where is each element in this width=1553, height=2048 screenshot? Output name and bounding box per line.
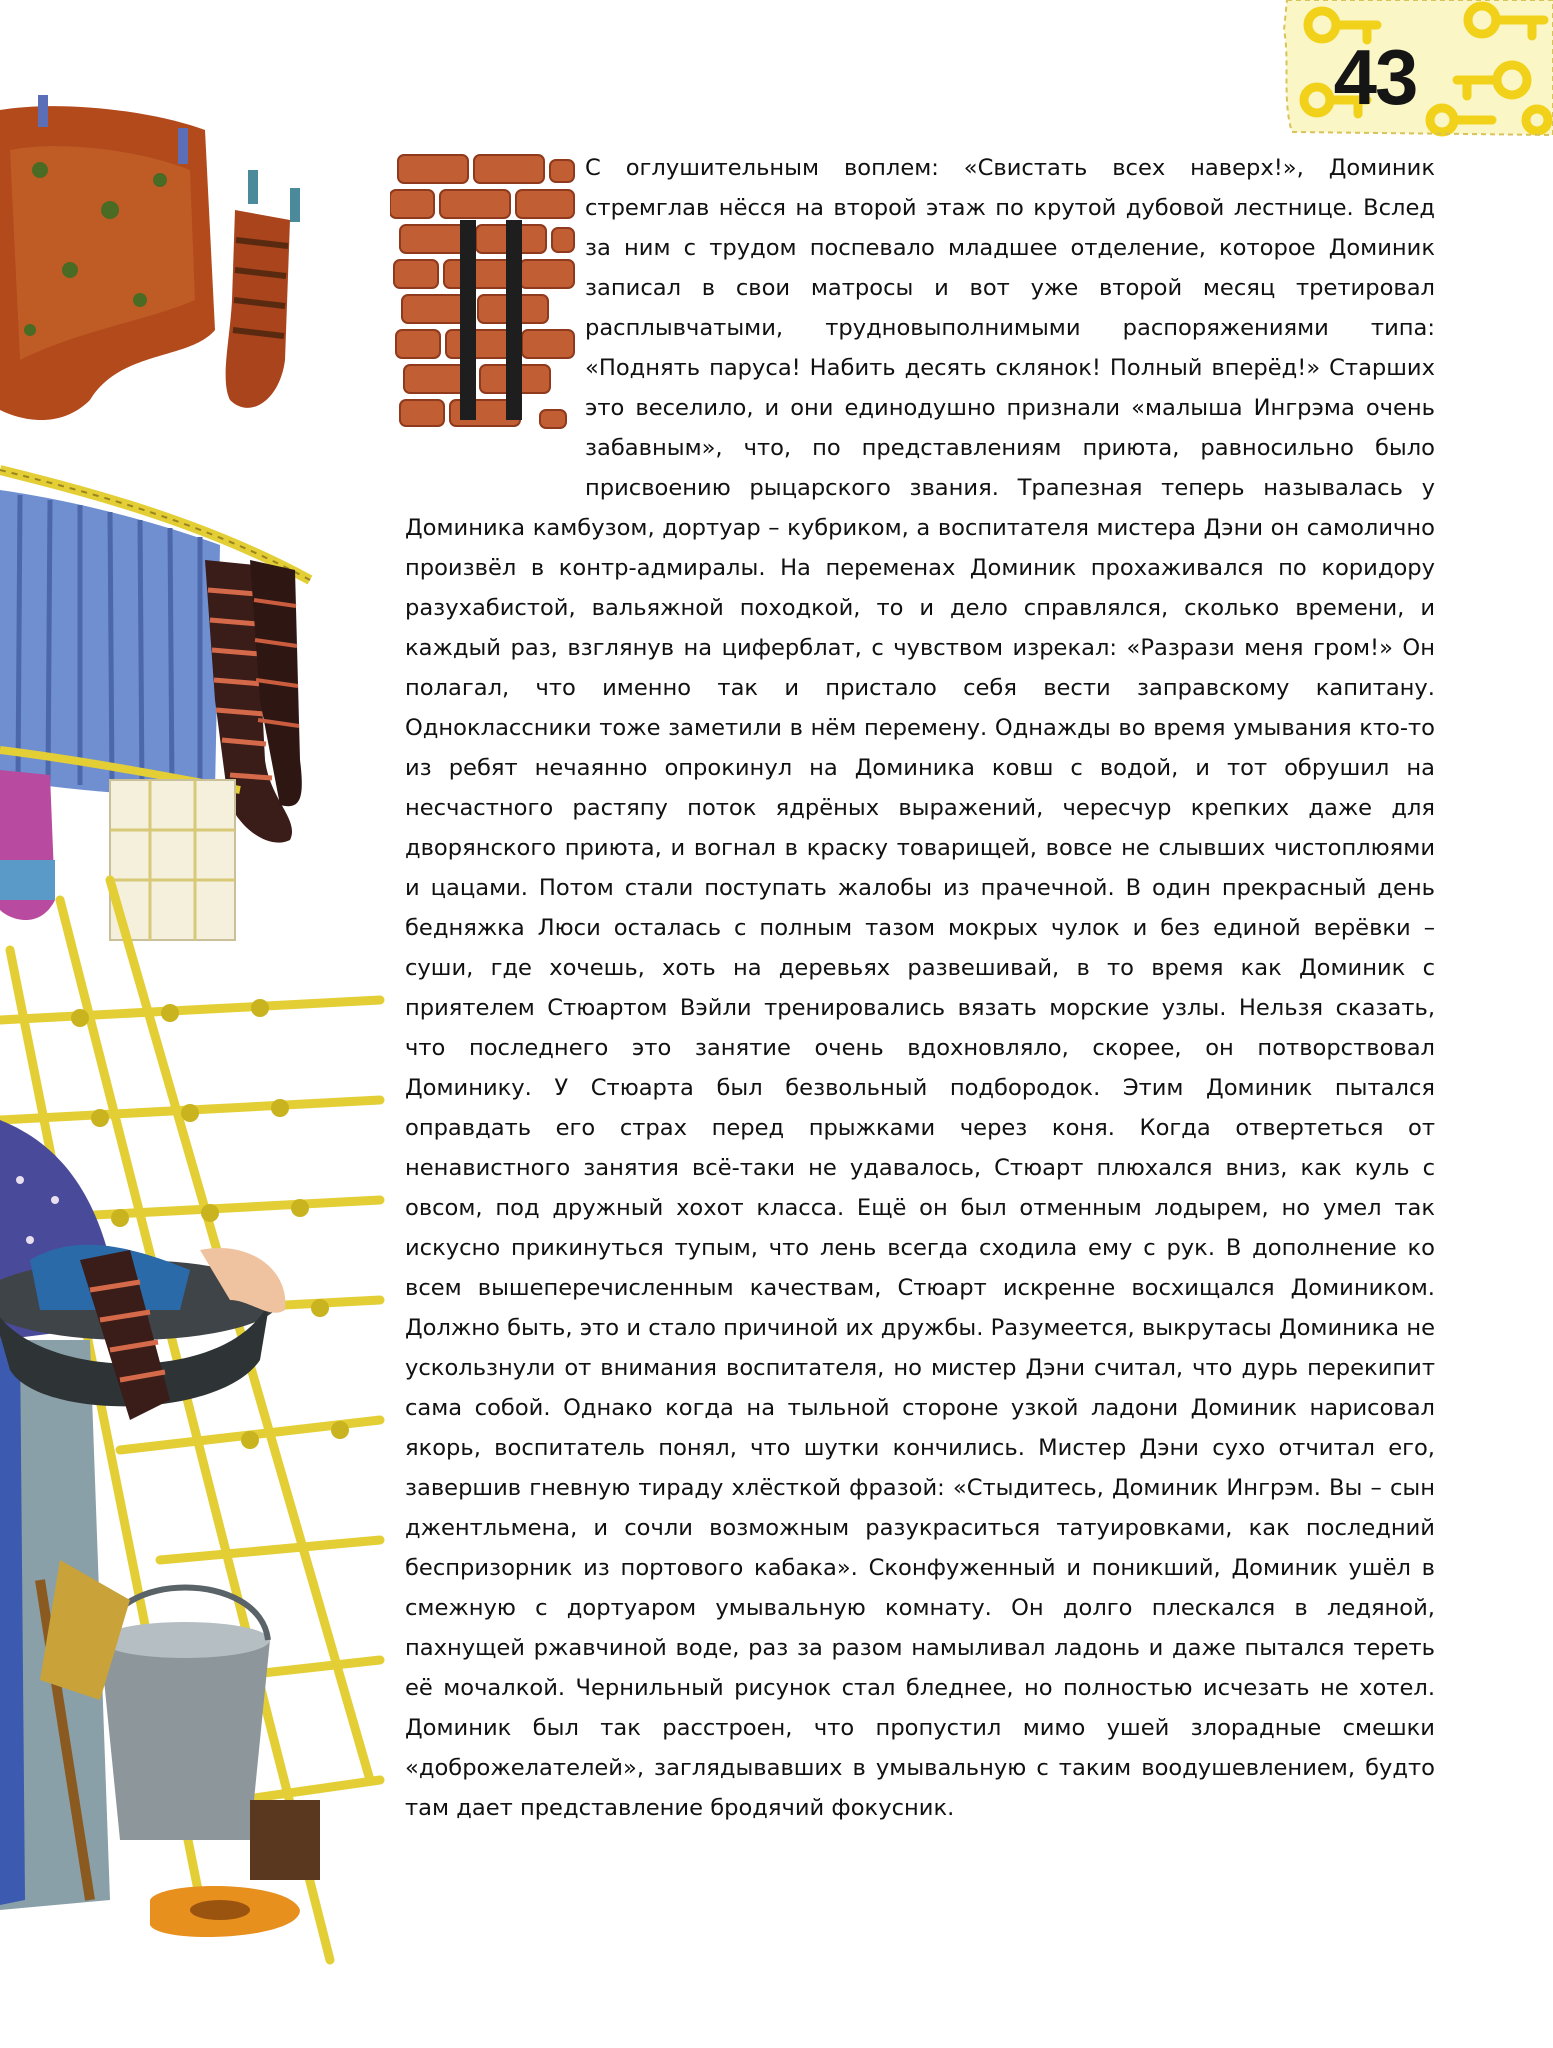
dropcap-letter: П (390, 150, 391, 151)
body-paragraph: С оглушительным воплем: «Свистать всех наверх!», Доминик стремглав нёсся на второй этаж по крутой дубовой лестнице. Вслед за ним с трудом поспевало младшее отделение, которое Доминик записал в свои матросы и вот уже второй месяц третировал расплывчатыми, трудновыполнимыми распоряжениями типа: «Поднять паруса! Набить десять склянок! Полный вперёд!» Старших это веселило, и они единодушно признали «малыша Ингрэма очень забавным», что, по представлениям приюта, равносильно было присвоению рыцарского звания. Трапезная теперь называлась у Доминика камбузом, дортуар – кубриком, а воспитателя мистера Дэни он самолично произвёл в контр-адмиралы. На переменах Доминик прохаживался по коридору разухабистой, вальяжной походкой, то и дело справлялся, сколько времени, и каждый раз, взглянув на циферблат, с чувством изрекал: «Разрази меня гром!» Он полагал, что именно так и пристало себя вести заправскому капитану. Одноклассники тоже заметили в нём перемену. Однажды во время умывания кто-то из ребят нечаянно опрокинул на Доминика ковш с водой, и тот обрушил на несчастного растяпу поток ядрёных выражений, чересчур крепких даже для дворянского приюта, и вогнал в краску товарищей, вовсе не слывших чистоплюями и цацами. Потом стали поступать жалобы из прачечной. В один прекрасный день бедняжка Люси осталась с полным тазом мокрых чулок и без единой верёвки – суши, где хочешь, хоть на деревьях развешивай, в то время как Доминик с приятелем Стюартом Вэйли тренировались вязать морские узлы. Нельзя сказать, что последнего это занятие очень вдохновляло, скорее, он потворствовал Доминику. У Стюарта был безвольный подбородок. Этим Доминик пытался оправдать его страх перед прыжками через коня. Когда отвертеться от ненавистного занятия всё-таки не удавалось, Стюарт плюхался вниз, как куль с овсом, под дружный хохот класса. Ещё он был отменным лодырем, но умел так искусно прикинуться тупым, что лень всегда сходила ему с рук. В дополнение ко всем вышеперечисленным качествам, Стюарт искренне восхищался Домиником. Должно быть, это и стало причиной их дружбы. Разумеется, выкрутасы Доминика не ускользнули от внимания воспитателя, но мистер Дэни считал, что дурь перекипит сама собой. Однако когда на тыльной стороне узкой ладони Доминик нарисовал якорь, воспитатель понял, что шутки кончились. Мистер Дэни сухо отчитал его, завершив гневную тираду хлёсткой фразой: «Стыдитесь, Доминик Ингрэм. Вы – сын джентльмена, и сочли возможным разукраситься татуировками, как последний беспризорник из портового кабака». Сконфуженный и поникший, Доминик ушёл в смежную с дортуаром умывальную комнату. Он долго плескался в ледяной, пахнущей ржавчиной воде, раз за разом намыливал ладонь и даже пытался тереть её мочалкой. Чернильный рисунок стал бледнее, но полностью исчезать не хотел. Доминик был так расстроен, что пропустил мимо ушей злорадные смешки «доброжелателей», заглядывавших в умывальную с таким воодушевлением, будто там дает представление бродячий фокусник. (405, 155, 1435, 1821)
laundry-illustration (0, 0, 390, 2000)
body-text-column (405, 148, 1435, 1828)
dropcap-space (405, 148, 585, 470)
page-number: 43 (1333, 33, 1417, 121)
